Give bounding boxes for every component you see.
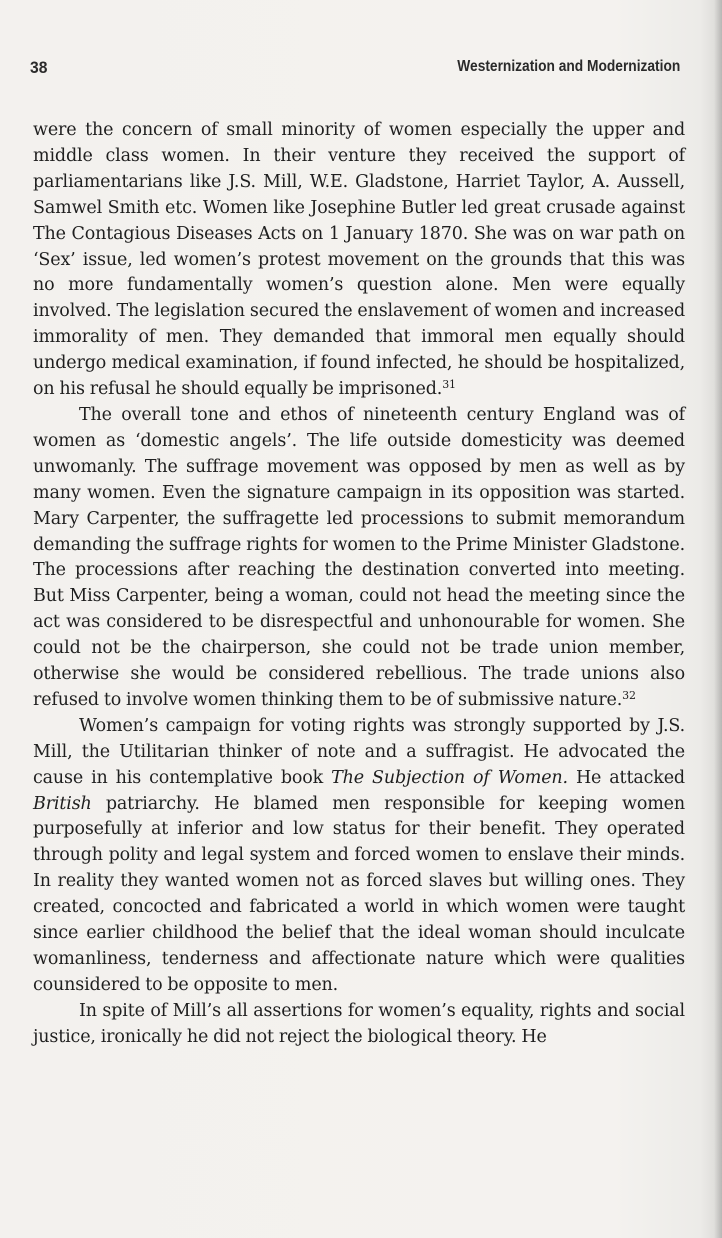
- paragraph: [33, 999, 685, 1051]
- paragraph: [33, 118, 685, 403]
- running-head: [30, 58, 680, 82]
- paragraph: [33, 403, 685, 714]
- paragraph-text: patriarchy. He blamed men responsible for keeping women purposefully at inferior and low status for their benefit. They operated through polity and legal system and forced women to enslave their minds. In reality they wanted women not as forced slaves but willing ones. They created, concocted and fabricated a world in which women were taught since earlier childhood the belief that the ideal woman should inculcate womanliness, tenderness and affectionate nature which were qualities counsidered to be opposite to men.: [33, 793, 685, 995]
- footnote-marker: 32: [622, 688, 636, 702]
- paragraph-text: were the concern of small minority of women especially the upper and middle class women. In their venture they received the support of parliamentarians like J.S. Mill, W.E. Gladstone, Harriet Taylor, A. Aussell, Samwel Smith etc. Women like Josephine Butler led great crusade against The Contagious Diseases Acts on 1 January 1870. She was on war path on ‘Sex’ issue, led women’s protest movement on the grounds that this was no more fundamentally women’s question alone. Men were equally involved. The legislation secured the enslavement of women and increased immorality of men. They demanded that immoral men equally should undergo medical examination, if found infected, he should be hospitalized, on his refusal he should equally be imprisoned.: [33, 120, 685, 400]
- paragraph-text: In spite of Mill’s all assertions for women’s equality, rights and social justice, ironically he did not reject the biological theory. He: [33, 1000, 685, 1047]
- italic-text: British: [33, 793, 92, 814]
- italic-text: The Subjection of Women.: [331, 767, 568, 788]
- page-number: 38: [30, 58, 48, 77]
- paragraph-text: He attacked: [567, 767, 685, 788]
- footnote-marker: 31: [442, 378, 456, 392]
- page-edge-shadow: [714, 0, 722, 1238]
- paragraph-text: Women’s campaign for voting rights was strongly supported by J.S. Mill, the Utilitarian thinker of note and a suffragist. He advocated the cause in his contemplative book: [33, 715, 685, 788]
- body-text: [33, 118, 685, 1051]
- running-title: Westernization and Modernization: [457, 58, 680, 75]
- paragraph: [33, 714, 685, 999]
- paragraph-text: The overall tone and ethos of nineteenth century England was of women as ‘domestic angels’. The life outside domesticity was deemed unwomanly. The suffrage movement was opposed by men as well as by many women. Even the signature campaign in its opposition was started. Mary Carpenter, the suffragette led processions to submit memorandum demanding the suffrage rights for women to the Prime Minister Gladstone. The processions after reaching the destination converted into meeting. But Miss Carpenter, being a woman, could not head the meeting since the act was considered to be disrespectful and unhonourable for women. She could not be the chairperson, she could not be trade union member, otherwise she would be considered rebellious. The trade unions also refused to involve women thinking them to be of submissive nature.: [33, 404, 685, 710]
